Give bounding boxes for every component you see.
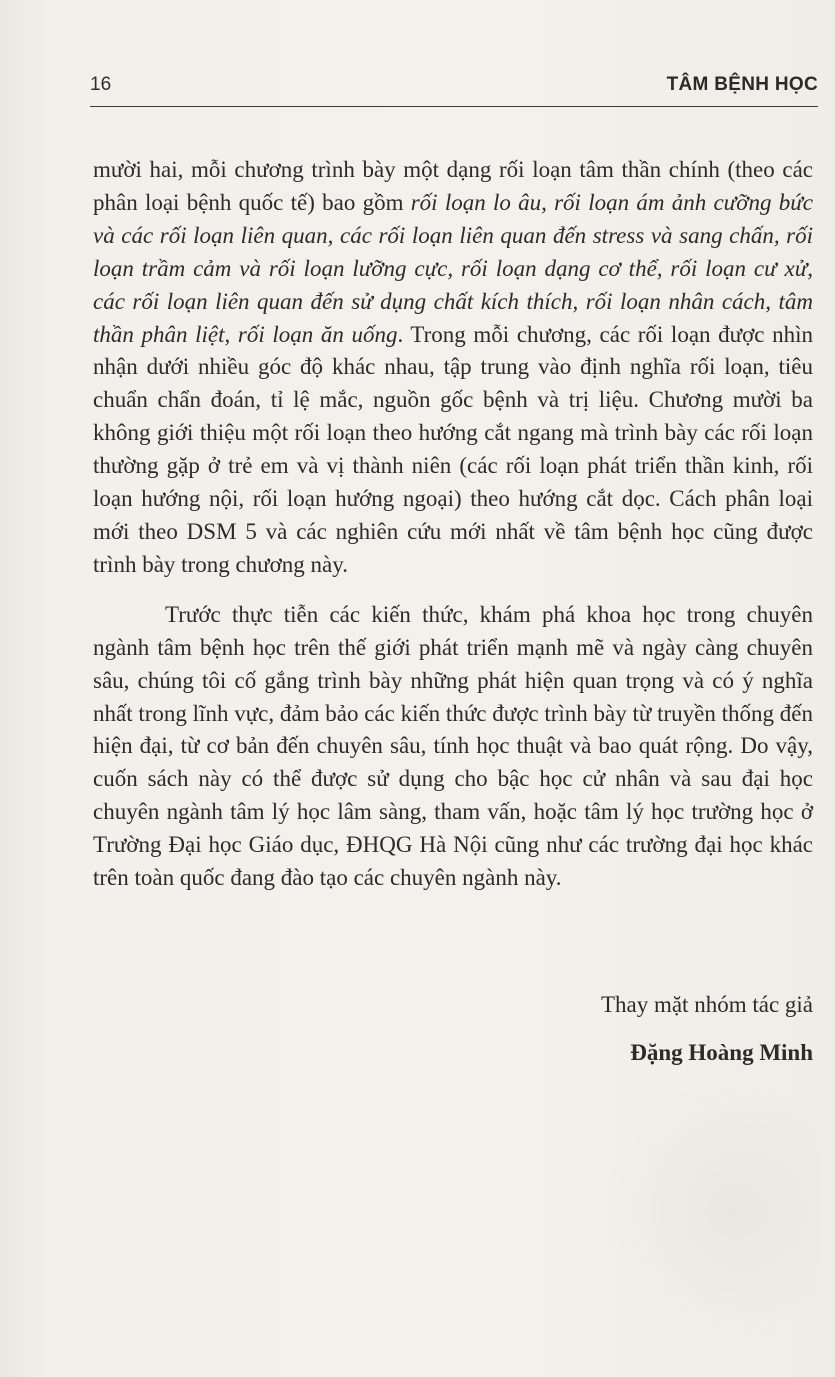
page-header	[90, 72, 818, 107]
page-number: 16	[90, 74, 112, 95]
running-title: TÂM BỆNH HỌC	[666, 74, 818, 95]
paragraph-1-lead: mười hai, mỗi chương trình bày một dạng rối loạn tâm thần chính (theo các phân loại bệnh quốc tế) bao gồm	[93, 157, 813, 215]
paragraph-2: Trước thực tiễn các kiến thức, khám phá khoa học trong chuyên ngành tâm bệnh học trên thế giới phát triển mạnh mẽ và ngày càng chuyên sâu, chúng tôi cố gắng trình bày những phát hiện quan trọng và có ý nghĩa nhất trong lĩnh vực, đảm bảo các kiến thức được trình bày từ truyền thống đến hiện đại, từ cơ bản đến chuyên sâu, tính học thuật và bao quát rộng. Do vậy, cuốn sách này có thể được sử dụng cho bậc học cử nhân và sau đại học chuyên ngành tâm lý học lâm sàng, tham vấn, hoặc tâm lý học trường học ở Trường Đại học Giáo dục, ĐHQG Hà Nội cũng như các trường đại học khác trên toàn quốc đang đào tạo các chuyên ngành này.	[93, 601, 813, 891]
signature-role: Thay mặt nhóm tác giả	[600, 992, 813, 1017]
disorder-list-italic: rối loạn lo âu, rối loạn ám ảnh cưỡng bức và các rối loạn liên quan, các rối loạn liên quan đến stress và sang chấn, rối loạn trầm cảm và rối loạn lưỡng cực, rối loạn dạng cơ thể, rối loạn cư xử, các rối loạn liên quan đến sử dụng chất kích thích, rối loạn nhân cách, tâm thần phân liệt, rối loạn ăn uống	[93, 189, 813, 347]
body-text	[93, 154, 813, 895]
paragraph-1-tail: . Trong mỗi chương, các rối loạn được nhìn nhận dưới nhiều góc độ khác nhau, tập trung vào định nghĩa rối loạn, tiêu chuẩn chẩn đoán, tỉ lệ mắc, nguồn gốc bệnh và trị liệu. Chương mười ba không giới thiệu một rối loạn theo hướng cắt ngang mà trình bày các rối loạn thường gặp ở trẻ em và vị thành niên (các rối loạn phát triển thần kinh, rối loạn hướng nội, rối loạn hướng ngoại) theo hướng cắt dọc. Cách phân loại mới theo DSM 5 và các nghiên cứu mới nhất về tâm bệnh học cũng được trình bày trong chương này.	[93, 321, 813, 577]
paragraph-1	[93, 154, 813, 582]
signature-name: Đặng Hoàng Minh	[630, 1040, 813, 1065]
paper-texture	[600, 1080, 820, 1340]
